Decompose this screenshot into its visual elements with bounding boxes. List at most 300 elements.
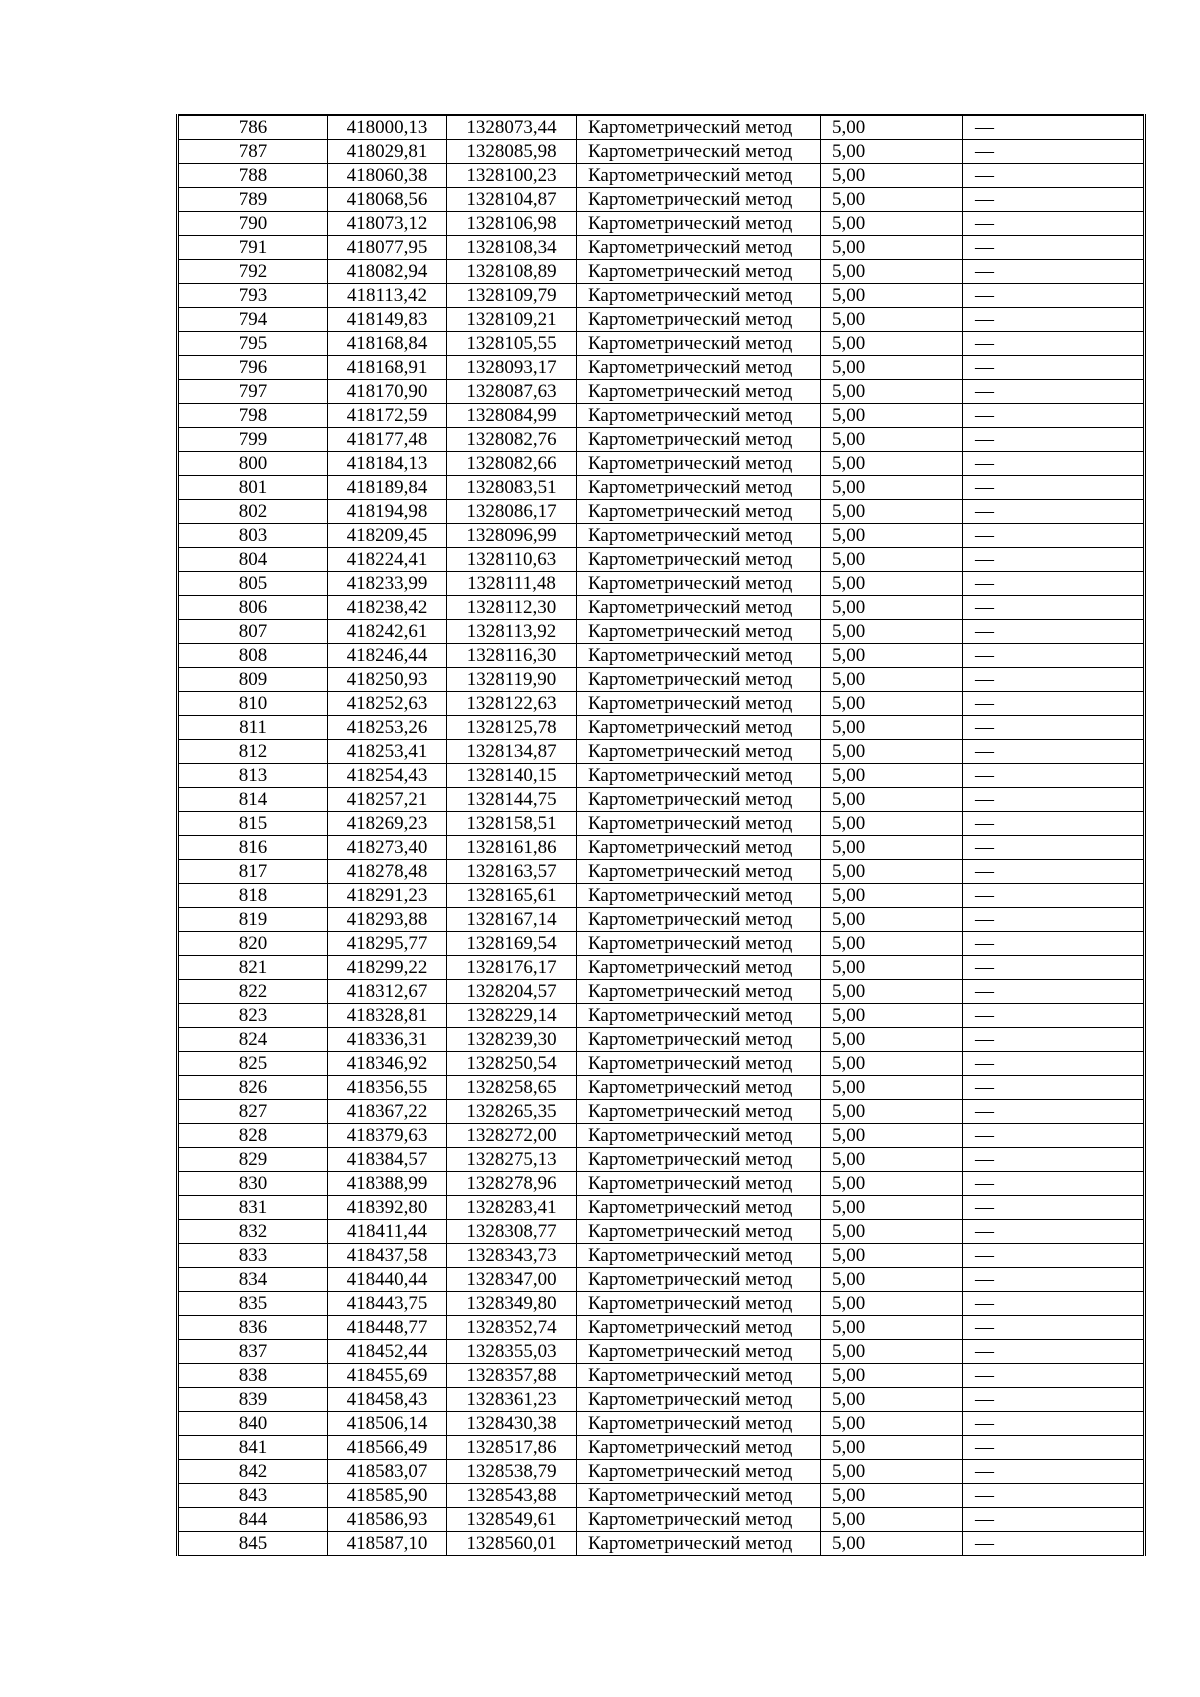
method-cell: Картометрический метод — [577, 1244, 821, 1268]
x-coordinate-cell: 418379,63 — [328, 1124, 447, 1148]
description-cell: — — [963, 308, 1145, 332]
y-coordinate-cell: 1328158,51 — [447, 812, 577, 836]
accuracy-cell: 5,00 — [821, 1412, 963, 1436]
x-coordinate-cell: 418068,56 — [328, 188, 447, 212]
method-cell: Картометрический метод — [577, 452, 821, 476]
table-row — [178, 356, 1145, 380]
y-coordinate-cell: 1328169,54 — [447, 932, 577, 956]
y-coordinate-cell: 1328349,80 — [447, 1292, 577, 1316]
method-cell: Картометрический метод — [577, 860, 821, 884]
y-coordinate-cell: 1328161,86 — [447, 836, 577, 860]
method-cell: Картометрический метод — [577, 1076, 821, 1100]
y-coordinate-cell: 1328086,17 — [447, 500, 577, 524]
point-number-cell: 809 — [178, 668, 328, 692]
description-cell: — — [963, 428, 1145, 452]
x-coordinate-cell: 418455,69 — [328, 1364, 447, 1388]
x-coordinate-cell: 418506,14 — [328, 1412, 447, 1436]
x-coordinate-cell: 418384,57 — [328, 1148, 447, 1172]
description-cell: — — [963, 1460, 1145, 1484]
x-coordinate-cell: 418177,48 — [328, 428, 447, 452]
table-row — [178, 644, 1145, 668]
description-cell: — — [963, 908, 1145, 932]
table-row — [178, 308, 1145, 332]
y-coordinate-cell: 1328517,86 — [447, 1436, 577, 1460]
point-number-cell: 800 — [178, 452, 328, 476]
method-cell: Картометрический метод — [577, 115, 821, 140]
x-coordinate-cell: 418295,77 — [328, 932, 447, 956]
accuracy-cell: 5,00 — [821, 524, 963, 548]
y-coordinate-cell: 1328250,54 — [447, 1052, 577, 1076]
y-coordinate-cell: 1328140,15 — [447, 764, 577, 788]
table-row — [178, 1220, 1145, 1244]
accuracy-cell: 5,00 — [821, 764, 963, 788]
x-coordinate-cell: 418257,21 — [328, 788, 447, 812]
point-number-cell: 819 — [178, 908, 328, 932]
table-row — [178, 1292, 1145, 1316]
y-coordinate-cell: 1328347,00 — [447, 1268, 577, 1292]
accuracy-cell: 5,00 — [821, 356, 963, 380]
x-coordinate-cell: 418168,84 — [328, 332, 447, 356]
method-cell: Картометрический метод — [577, 812, 821, 836]
accuracy-cell: 5,00 — [821, 1388, 963, 1412]
method-cell: Картометрический метод — [577, 188, 821, 212]
point-number-cell: 795 — [178, 332, 328, 356]
y-coordinate-cell: 1328113,92 — [447, 620, 577, 644]
y-coordinate-cell: 1328239,30 — [447, 1028, 577, 1052]
method-cell: Картометрический метод — [577, 284, 821, 308]
x-coordinate-cell: 418224,41 — [328, 548, 447, 572]
y-coordinate-cell: 1328109,21 — [447, 308, 577, 332]
accuracy-cell: 5,00 — [821, 548, 963, 572]
accuracy-cell: 5,00 — [821, 716, 963, 740]
x-coordinate-cell: 418586,93 — [328, 1508, 447, 1532]
y-coordinate-cell: 1328108,34 — [447, 236, 577, 260]
accuracy-cell: 5,00 — [821, 1076, 963, 1100]
method-cell: Картометрический метод — [577, 956, 821, 980]
table-row — [178, 236, 1145, 260]
x-coordinate-cell: 418356,55 — [328, 1076, 447, 1100]
accuracy-cell: 5,00 — [821, 1364, 963, 1388]
accuracy-cell: 5,00 — [821, 428, 963, 452]
description-cell: — — [963, 1148, 1145, 1172]
method-cell: Картометрический метод — [577, 1484, 821, 1508]
y-coordinate-cell: 1328082,76 — [447, 428, 577, 452]
point-number-cell: 807 — [178, 620, 328, 644]
x-coordinate-cell: 418346,92 — [328, 1052, 447, 1076]
method-cell: Картометрический метод — [577, 140, 821, 164]
description-cell: — — [963, 596, 1145, 620]
y-coordinate-cell: 1328085,98 — [447, 140, 577, 164]
coordinates-table-body — [178, 115, 1145, 1556]
x-coordinate-cell: 418566,49 — [328, 1436, 447, 1460]
accuracy-cell: 5,00 — [821, 932, 963, 956]
table-row — [178, 1508, 1145, 1532]
y-coordinate-cell: 1328278,96 — [447, 1172, 577, 1196]
y-coordinate-cell: 1328163,57 — [447, 860, 577, 884]
x-coordinate-cell: 418388,99 — [328, 1172, 447, 1196]
method-cell: Картометрический метод — [577, 932, 821, 956]
description-cell: — — [963, 620, 1145, 644]
accuracy-cell: 5,00 — [821, 740, 963, 764]
x-coordinate-cell: 418000,13 — [328, 115, 447, 140]
x-coordinate-cell: 418242,61 — [328, 620, 447, 644]
table-row — [178, 860, 1145, 884]
method-cell: Картометрический метод — [577, 1460, 821, 1484]
method-cell: Картометрический метод — [577, 1268, 821, 1292]
x-coordinate-cell: 418029,81 — [328, 140, 447, 164]
y-coordinate-cell: 1328361,23 — [447, 1388, 577, 1412]
point-number-cell: 816 — [178, 836, 328, 860]
table-row — [178, 164, 1145, 188]
x-coordinate-cell: 418233,99 — [328, 572, 447, 596]
accuracy-cell: 5,00 — [821, 812, 963, 836]
table-row — [178, 884, 1145, 908]
description-cell: — — [963, 1172, 1145, 1196]
point-number-cell: 827 — [178, 1100, 328, 1124]
y-coordinate-cell: 1328111,48 — [447, 572, 577, 596]
accuracy-cell: 5,00 — [821, 260, 963, 284]
description-cell: — — [963, 980, 1145, 1004]
method-cell: Картометрический метод — [577, 1532, 821, 1556]
method-cell: Картометрический метод — [577, 212, 821, 236]
accuracy-cell: 5,00 — [821, 884, 963, 908]
point-number-cell: 839 — [178, 1388, 328, 1412]
x-coordinate-cell: 418448,77 — [328, 1316, 447, 1340]
method-cell: Картометрический метод — [577, 1436, 821, 1460]
point-number-cell: 801 — [178, 476, 328, 500]
method-cell: Картометрический метод — [577, 1508, 821, 1532]
point-number-cell: 794 — [178, 308, 328, 332]
y-coordinate-cell: 1328105,55 — [447, 332, 577, 356]
point-number-cell: 813 — [178, 764, 328, 788]
description-cell: — — [963, 956, 1145, 980]
point-number-cell: 787 — [178, 140, 328, 164]
table-row — [178, 1340, 1145, 1364]
point-number-cell: 818 — [178, 884, 328, 908]
y-coordinate-cell: 1328538,79 — [447, 1460, 577, 1484]
table-row — [178, 980, 1145, 1004]
accuracy-cell: 5,00 — [821, 164, 963, 188]
y-coordinate-cell: 1328144,75 — [447, 788, 577, 812]
x-coordinate-cell: 418291,23 — [328, 884, 447, 908]
y-coordinate-cell: 1328116,30 — [447, 644, 577, 668]
description-cell: — — [963, 1268, 1145, 1292]
point-number-cell: 805 — [178, 572, 328, 596]
description-cell: — — [963, 836, 1145, 860]
point-number-cell: 803 — [178, 524, 328, 548]
method-cell: Картометрический метод — [577, 740, 821, 764]
description-cell: — — [963, 356, 1145, 380]
point-number-cell: 832 — [178, 1220, 328, 1244]
table-row — [178, 548, 1145, 572]
table-row — [178, 788, 1145, 812]
table-row — [178, 932, 1145, 956]
description-cell: — — [963, 740, 1145, 764]
description-cell: — — [963, 476, 1145, 500]
description-cell: — — [963, 1508, 1145, 1532]
point-number-cell: 797 — [178, 380, 328, 404]
y-coordinate-cell: 1328084,99 — [447, 404, 577, 428]
x-coordinate-cell: 418184,13 — [328, 452, 447, 476]
description-cell: — — [963, 1004, 1145, 1028]
accuracy-cell: 5,00 — [821, 1220, 963, 1244]
accuracy-cell: 5,00 — [821, 692, 963, 716]
description-cell: — — [963, 548, 1145, 572]
point-number-cell: 844 — [178, 1508, 328, 1532]
y-coordinate-cell: 1328082,66 — [447, 452, 577, 476]
x-coordinate-cell: 418252,63 — [328, 692, 447, 716]
y-coordinate-cell: 1328073,44 — [447, 115, 577, 140]
accuracy-cell: 5,00 — [821, 1004, 963, 1028]
description-cell: — — [963, 1196, 1145, 1220]
method-cell: Картометрический метод — [577, 548, 821, 572]
description-cell: — — [963, 115, 1145, 140]
y-coordinate-cell: 1328283,41 — [447, 1196, 577, 1220]
accuracy-cell: 5,00 — [821, 332, 963, 356]
accuracy-cell: 5,00 — [821, 908, 963, 932]
description-cell: — — [963, 1244, 1145, 1268]
table-row — [178, 1412, 1145, 1436]
y-coordinate-cell: 1328108,89 — [447, 260, 577, 284]
table-row — [178, 812, 1145, 836]
description-cell: — — [963, 284, 1145, 308]
accuracy-cell: 5,00 — [821, 980, 963, 1004]
description-cell: — — [963, 812, 1145, 836]
description-cell: — — [963, 1100, 1145, 1124]
table-row — [178, 500, 1145, 524]
description-cell: — — [963, 236, 1145, 260]
table-row — [178, 620, 1145, 644]
y-coordinate-cell: 1328176,17 — [447, 956, 577, 980]
accuracy-cell: 5,00 — [821, 620, 963, 644]
coordinates-table — [176, 114, 1146, 1556]
point-number-cell: 840 — [178, 1412, 328, 1436]
method-cell: Картометрический метод — [577, 788, 821, 812]
point-number-cell: 808 — [178, 644, 328, 668]
accuracy-cell: 5,00 — [821, 1148, 963, 1172]
table-row — [178, 428, 1145, 452]
x-coordinate-cell: 418269,23 — [328, 812, 447, 836]
point-number-cell: 842 — [178, 1460, 328, 1484]
point-number-cell: 817 — [178, 860, 328, 884]
method-cell: Картометрический метод — [577, 716, 821, 740]
method-cell: Картометрический метод — [577, 308, 821, 332]
description-cell: — — [963, 212, 1145, 236]
method-cell: Картометрический метод — [577, 1292, 821, 1316]
accuracy-cell: 5,00 — [821, 644, 963, 668]
method-cell: Картометрический метод — [577, 764, 821, 788]
accuracy-cell: 5,00 — [821, 1028, 963, 1052]
method-cell: Картометрический метод — [577, 572, 821, 596]
table-row — [178, 1052, 1145, 1076]
table-row — [178, 524, 1145, 548]
table-row — [178, 1316, 1145, 1340]
x-coordinate-cell: 418367,22 — [328, 1100, 447, 1124]
description-cell: — — [963, 572, 1145, 596]
description-cell: — — [963, 140, 1145, 164]
table-row — [178, 1100, 1145, 1124]
y-coordinate-cell: 1328112,30 — [447, 596, 577, 620]
accuracy-cell: 5,00 — [821, 956, 963, 980]
point-number-cell: 833 — [178, 1244, 328, 1268]
point-number-cell: 804 — [178, 548, 328, 572]
accuracy-cell: 5,00 — [821, 1436, 963, 1460]
point-number-cell: 836 — [178, 1316, 328, 1340]
method-cell: Картометрический метод — [577, 692, 821, 716]
point-number-cell: 802 — [178, 500, 328, 524]
description-cell: — — [963, 1028, 1145, 1052]
method-cell: Картометрический метод — [577, 884, 821, 908]
description-cell: — — [963, 668, 1145, 692]
x-coordinate-cell: 418273,40 — [328, 836, 447, 860]
x-coordinate-cell: 418172,59 — [328, 404, 447, 428]
y-coordinate-cell: 1328125,78 — [447, 716, 577, 740]
accuracy-cell: 5,00 — [821, 404, 963, 428]
accuracy-cell: 5,00 — [821, 1268, 963, 1292]
table-row — [178, 596, 1145, 620]
point-number-cell: 824 — [178, 1028, 328, 1052]
table-row — [178, 1076, 1145, 1100]
x-coordinate-cell: 418336,31 — [328, 1028, 447, 1052]
description-cell: — — [963, 500, 1145, 524]
y-coordinate-cell: 1328106,98 — [447, 212, 577, 236]
description-cell: — — [963, 1052, 1145, 1076]
y-coordinate-cell: 1328096,99 — [447, 524, 577, 548]
y-coordinate-cell: 1328167,14 — [447, 908, 577, 932]
description-cell: — — [963, 860, 1145, 884]
method-cell: Картометрический метод — [577, 596, 821, 620]
table-row — [178, 1028, 1145, 1052]
y-coordinate-cell: 1328430,38 — [447, 1412, 577, 1436]
point-number-cell: 841 — [178, 1436, 328, 1460]
point-number-cell: 786 — [178, 115, 328, 140]
x-coordinate-cell: 418246,44 — [328, 644, 447, 668]
point-number-cell: 820 — [178, 932, 328, 956]
x-coordinate-cell: 418194,98 — [328, 500, 447, 524]
description-cell: — — [963, 1412, 1145, 1436]
x-coordinate-cell: 418452,44 — [328, 1340, 447, 1364]
table-row — [178, 1460, 1145, 1484]
point-number-cell: 838 — [178, 1364, 328, 1388]
accuracy-cell: 5,00 — [821, 500, 963, 524]
point-number-cell: 799 — [178, 428, 328, 452]
accuracy-cell: 5,00 — [821, 668, 963, 692]
accuracy-cell: 5,00 — [821, 452, 963, 476]
method-cell: Картометрический метод — [577, 524, 821, 548]
point-number-cell: 789 — [178, 188, 328, 212]
y-coordinate-cell: 1328543,88 — [447, 1484, 577, 1508]
x-coordinate-cell: 418073,12 — [328, 212, 447, 236]
description-cell: — — [963, 452, 1145, 476]
table-row — [178, 764, 1145, 788]
description-cell: — — [963, 644, 1145, 668]
description-cell: — — [963, 524, 1145, 548]
y-coordinate-cell: 1328560,01 — [447, 1532, 577, 1556]
method-cell: Картометрический метод — [577, 1148, 821, 1172]
accuracy-cell: 5,00 — [821, 1244, 963, 1268]
y-coordinate-cell: 1328357,88 — [447, 1364, 577, 1388]
y-coordinate-cell: 1328134,87 — [447, 740, 577, 764]
accuracy-cell: 5,00 — [821, 212, 963, 236]
accuracy-cell: 5,00 — [821, 308, 963, 332]
method-cell: Картометрический метод — [577, 476, 821, 500]
accuracy-cell: 5,00 — [821, 1340, 963, 1364]
method-cell: Картометрический метод — [577, 1100, 821, 1124]
description-cell: — — [963, 1484, 1145, 1508]
x-coordinate-cell: 418077,95 — [328, 236, 447, 260]
point-number-cell: 843 — [178, 1484, 328, 1508]
table-row — [178, 836, 1145, 860]
method-cell: Картометрический метод — [577, 980, 821, 1004]
method-cell: Картометрический метод — [577, 1220, 821, 1244]
y-coordinate-cell: 1328265,35 — [447, 1100, 577, 1124]
point-number-cell: 796 — [178, 356, 328, 380]
accuracy-cell: 5,00 — [821, 1316, 963, 1340]
table-row — [178, 908, 1145, 932]
description-cell: — — [963, 1316, 1145, 1340]
method-cell: Картометрический метод — [577, 1412, 821, 1436]
x-coordinate-cell: 418293,88 — [328, 908, 447, 932]
method-cell: Картометрический метод — [577, 668, 821, 692]
x-coordinate-cell: 418299,22 — [328, 956, 447, 980]
point-number-cell: 815 — [178, 812, 328, 836]
x-coordinate-cell: 418440,44 — [328, 1268, 447, 1292]
table-row — [178, 1172, 1145, 1196]
point-number-cell: 812 — [178, 740, 328, 764]
description-cell: — — [963, 1340, 1145, 1364]
description-cell: — — [963, 932, 1145, 956]
y-coordinate-cell: 1328165,61 — [447, 884, 577, 908]
description-cell: — — [963, 1532, 1145, 1556]
x-coordinate-cell: 418443,75 — [328, 1292, 447, 1316]
point-number-cell: 810 — [178, 692, 328, 716]
method-cell: Картометрический метод — [577, 236, 821, 260]
point-number-cell: 790 — [178, 212, 328, 236]
point-number-cell: 806 — [178, 596, 328, 620]
description-cell: — — [963, 1388, 1145, 1412]
y-coordinate-cell: 1328122,63 — [447, 692, 577, 716]
accuracy-cell: 5,00 — [821, 860, 963, 884]
description-cell: — — [963, 1436, 1145, 1460]
table-row — [178, 1148, 1145, 1172]
point-number-cell: 814 — [178, 788, 328, 812]
table-row — [178, 1004, 1145, 1028]
table-row — [178, 212, 1145, 236]
accuracy-cell: 5,00 — [821, 1508, 963, 1532]
method-cell: Картометрический метод — [577, 620, 821, 644]
description-cell: — — [963, 692, 1145, 716]
point-number-cell: 845 — [178, 1532, 328, 1556]
point-number-cell: 823 — [178, 1004, 328, 1028]
x-coordinate-cell: 418587,10 — [328, 1532, 447, 1556]
x-coordinate-cell: 418168,91 — [328, 356, 447, 380]
table-row — [178, 332, 1145, 356]
accuracy-cell: 5,00 — [821, 236, 963, 260]
x-coordinate-cell: 418170,90 — [328, 380, 447, 404]
description-cell: — — [963, 1220, 1145, 1244]
x-coordinate-cell: 418113,42 — [328, 284, 447, 308]
table-row — [178, 572, 1145, 596]
accuracy-cell: 5,00 — [821, 1532, 963, 1556]
table-row — [178, 1124, 1145, 1148]
method-cell: Картометрический метод — [577, 1340, 821, 1364]
description-cell: — — [963, 788, 1145, 812]
description-cell: — — [963, 188, 1145, 212]
x-coordinate-cell: 418437,58 — [328, 1244, 447, 1268]
table-row — [178, 188, 1145, 212]
table-row — [178, 140, 1145, 164]
table-row — [178, 452, 1145, 476]
